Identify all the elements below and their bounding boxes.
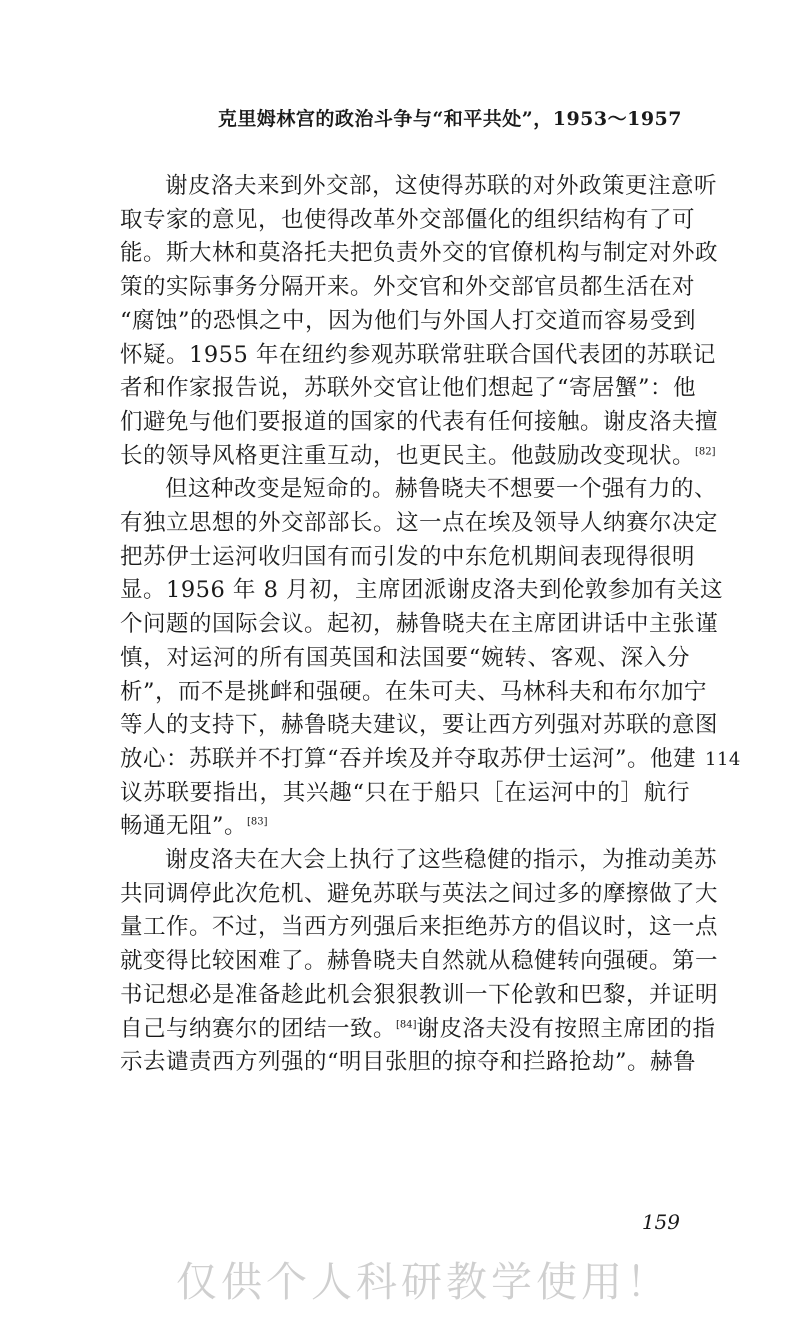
text-line: “腐蚀”的恐惧之中，因为他们与外国人打交道而容易受到	[120, 307, 697, 334]
paragraph-3	[120, 844, 719, 1080]
page-number: 159	[641, 1210, 680, 1234]
original-page-number: 114	[705, 749, 741, 770]
text-line: 个问题的国际会议。起初，赫鲁晓夫在主席团讲话中主张谨	[120, 611, 719, 638]
text-line: 析”，而不是挑衅和强硬。在朱可夫、马林科夫和布尔加宁	[120, 678, 708, 705]
line-text: 谢皮洛夫没有按照主席团的指	[416, 1015, 716, 1042]
text-line	[120, 810, 690, 844]
text-line: 们避免与他们要报道的国家的代表有任何接触。谢皮洛夫擅	[120, 408, 719, 435]
text-line: 放心：苏联并不打算“吞并埃及并夺取苏伊士运河”。他建	[120, 745, 697, 772]
text-line: 显。1956 年 8 月初，主席团派谢皮洛夫到伦敦参加有关这	[120, 577, 724, 604]
watermark: 仅供个人科研教学使用！	[176, 1258, 671, 1306]
text-line: 者和作家报告说，苏联外交官让他们想起了“寄居蟹”：他	[120, 375, 697, 402]
footnote-ref: [82]	[695, 446, 716, 458]
text-line: 有独立思想的外交部部长。这一点在埃及领导人纳赛尔决定	[120, 510, 719, 537]
text-line: 量工作。不过，当西方列强后来拒绝苏方的倡议时，这一点	[120, 914, 719, 941]
text-line: 取专家的意见，也使得改革外交部僵化的组织结构有了可	[120, 206, 696, 233]
text-line: 策的实际事务分隔开来。外交官和外交部官员都生活在对	[120, 274, 696, 301]
text-line: 慎，对运河的所有国英国和法国要“婉转、客观、深入分	[120, 644, 690, 671]
text-line: 谢皮洛夫来到外交部，这使得苏联的对外政策更注意听	[165, 173, 718, 199]
text-line: 等人的支持下，赫鲁晓夫建议，要让西方列强对苏联的意图	[120, 712, 719, 739]
text-line: 把苏伊士运河收归国有而引发的中东危机期间表现得很明	[120, 543, 696, 570]
footnote-ref: [83]	[247, 816, 268, 828]
text-line	[120, 1013, 716, 1047]
paragraph-1	[120, 170, 719, 473]
text-line: 书记想必是准备趁此机会狠狠教训一下伦敦和巴黎，并证明	[120, 981, 719, 1008]
text-line: 示去谴责西方列强的“明目张胆的掠夺和拦路抢劫”。赫鲁	[120, 1049, 697, 1076]
line-text: 畅通无阻”。	[120, 813, 248, 840]
line-text: 自己与纳赛尔的团结一致。	[120, 1015, 397, 1042]
text-line: 怀疑。1955 年在纽约参观苏联常驻联合国代表团的苏联记	[120, 341, 716, 368]
text-line: 能。斯大林和莫洛托夫把负责外交的官僚机构与制定对外政	[120, 240, 719, 267]
text-line	[120, 440, 716, 474]
text-line: 但这种改变是短命的。赫鲁晓夫不想要一个强有力的、	[165, 476, 718, 503]
text-line: 就变得比较困难了。赫鲁晓夫自然就从稳健转向强硬。第一	[120, 948, 719, 975]
line-text: 长的领导风格更注重互动，也更民主。他鼓励改变现状。	[120, 442, 696, 469]
footnote-ref: [84]	[396, 1019, 417, 1031]
text-line: 共同调停此次危机、避免苏联与英法之间过多的摩擦做了大	[120, 880, 719, 907]
running-head: 克里姆林宫的政治斗争与“和平共处”，1953～1957	[217, 108, 682, 130]
text-line: 谢皮洛夫在大会上执行了这些稳健的指示，为推动美苏	[165, 847, 718, 874]
text-line: 议苏联要指出，其兴趣“只在于船只［在运河中的］航行	[120, 779, 690, 806]
